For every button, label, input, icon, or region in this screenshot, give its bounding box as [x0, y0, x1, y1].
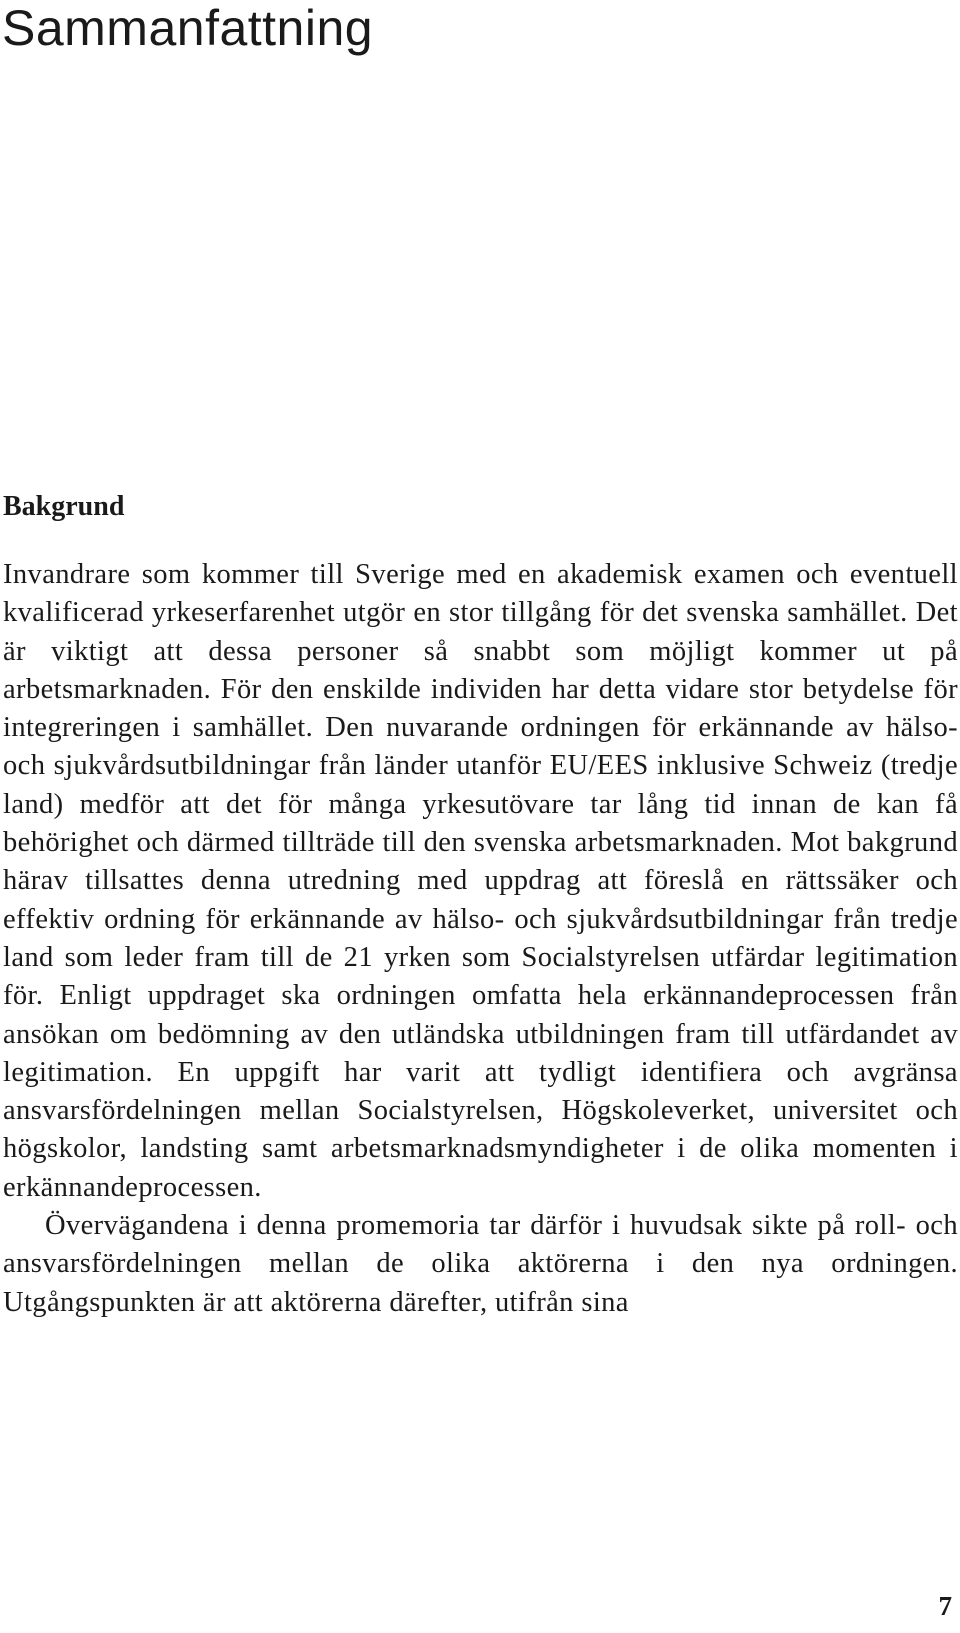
- page-number: 7: [938, 1591, 952, 1621]
- paragraph-2: Övervägandena i denna promemoria tar därför i huvudsak sikte på roll- och ansvarsfördelningen mellan de olika aktörerna i den nya ordningen. Utgångspunkten är att aktörerna därefter, utifrån sina: [3, 1210, 958, 1318]
- section-heading: Bakgrund: [3, 491, 125, 522]
- paragraph-1: Invandrare som kommer till Sverige med en akademisk examen och eventuell kvalificerad yrkeserfarenhet utgör en stor tillgång för det svenska samhället. Det är viktigt att dessa personer så snabbt som möjligt kommer ut på arbetsmarknaden. För den enskilde individen har detta vidare stor betydelse för integreringen i samhället. Den nuvarande ordningen för erkännande av hälso- och sjukvårdsutbildningar från länder utanför EU/EES inklusive Schweiz (tredje land) medför att det för många yrkesutövare tar lång tid innan de kan få behörighet och därmed tillträde till den svenska arbetsmarknaden. Mot bakgrund härav tillsattes denna utredning med uppdrag att föreslå en rättssäker och effektiv ordning för erkännande av hälso- och sjukvårdsutbildningar från tredje land som leder fram till de 21 yrken som Socialstyrelsen utfärdar legitimation för. Enligt uppdraget ska ordningen omfatta hela erkännandeprocessen från ansökan om bedömning av den utländska utbildningen fram till utfärdandet av legitimation. En uppgift har varit att tydligt identifiera och avgränsa ansvarsfördelningen mellan Socialstyrelsen, Högskoleverket, universitet och högskolor, landsting samt arbetsmarknadsmyndigheter i de olika momenten i erkännandeprocessen.: [3, 559, 958, 1203]
- page-title: Sammanfattning: [2, 0, 374, 56]
- body-text: [3, 556, 958, 1322]
